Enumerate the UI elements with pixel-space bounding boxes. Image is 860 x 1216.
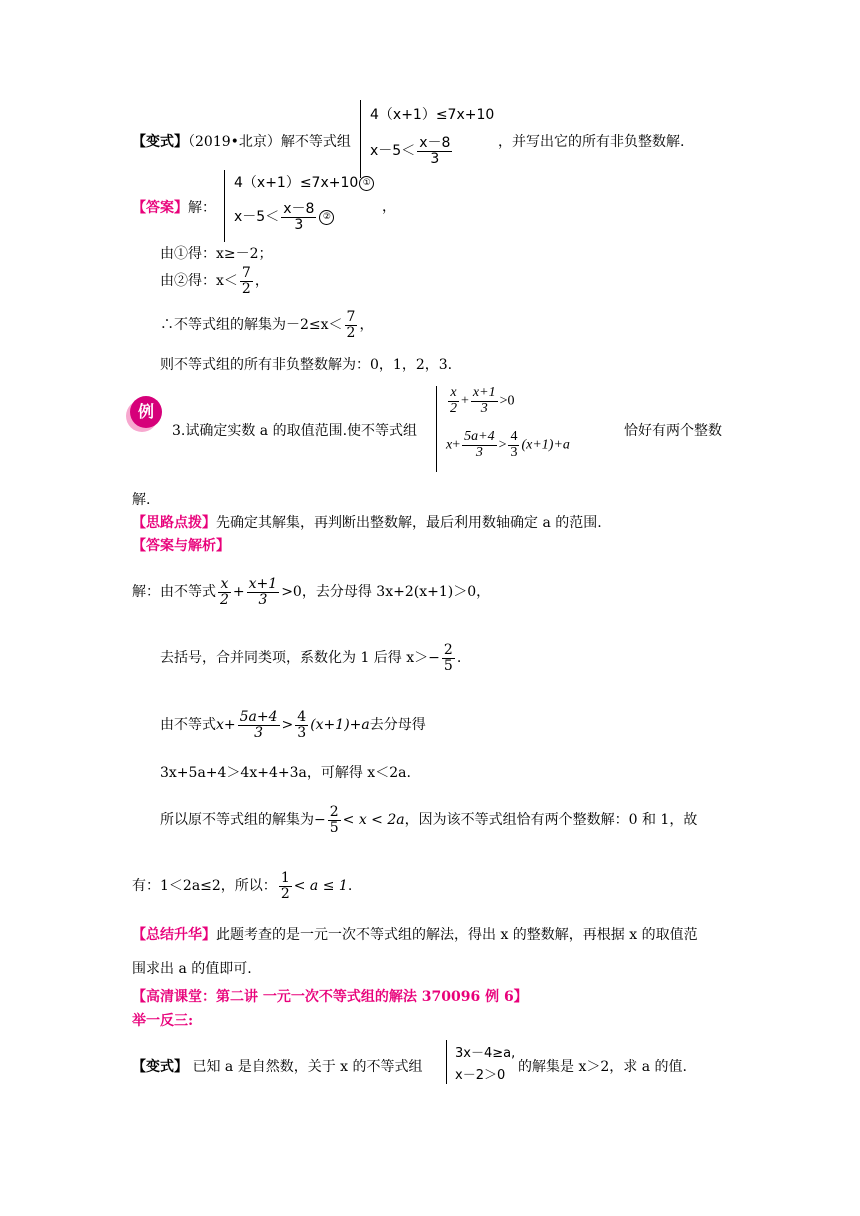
inequality-system-variant-2: [446, 1040, 526, 1086]
variant-tag: 【变式】: [132, 134, 188, 150]
system-row-2: x+ $\frac{5a+4}{3}$ > $\frac{4}{3}$ (x+1)+a: [446, 429, 570, 460]
solution-line-1: 解：由不等式 $\frac{x}{2}$ + $\frac{x+1}{3}$ >0，去分母得 3x+2(x+1)＞0，: [132, 576, 491, 608]
variant-2-tail: 的解集是 x＞2，求 a 的值.: [518, 1059, 687, 1075]
answer-line: 【答案】解：: [132, 200, 216, 216]
system-row-1: 4（x+1）≤7x+10 ①: [234, 172, 374, 192]
solution-line-4: 3x+5a+4＞4x+4+3a，可解得 x＜2a.: [160, 765, 411, 781]
system-row-1: 4（x+1）≤7x+10: [370, 107, 495, 123]
summary-line: 【总结升华】此题考查的是一元一次不等式组的解法，得出 x 的整数解，再根据 x 的取值范: [132, 927, 698, 943]
hint-line: 【思路点拨】先确定其解集，再判断出整数解，最后利用数轴确定 a 的范围.: [132, 515, 602, 531]
solution-line-5: 所以原不等式组的解集为− $\frac{2}{5}$ < x < 2a，因为该不等式组恰有两个整数解：0 和 1，故: [160, 804, 698, 836]
solution-line-6: 有：1＜2a≤2，所以： $\frac{1}{2}$ < a ≤ 1.: [132, 870, 353, 902]
answer-step-4: 则不等式组的所有非负整数解为：0，1，2，3.: [160, 357, 453, 373]
example-3-text: 3.试确定实数 a 的取值范围.使不等式组: [172, 423, 418, 439]
solution-line-2: 去括号，合并同类项，系数化为 1 后得 x＞− $\frac{2}{5}$ .: [160, 642, 462, 674]
answer-tag: 【答案】: [132, 200, 188, 216]
answer-step-1: 由①得：x≥－2；: [160, 246, 273, 262]
system-row-2: x－5＜ $\frac{x-8}{3}$: [370, 135, 451, 167]
solution-line-3: 由不等式x+ $\frac{5a+4}{3}$ > $\frac{4}{3}$ (x+1)+a去分母得: [160, 709, 426, 741]
system-row-1: $\frac{x}{2}$ + $\frac{x+1}{3}$ >0: [450, 385, 515, 416]
answer-step-3: ∴不等式组的解集为－2≤x＜ $\frac{7}{2}$ ，: [160, 309, 374, 341]
system-row-1: 3x－4≥a,: [455, 1046, 516, 1061]
inequality-system-example-3: [436, 386, 626, 474]
variant-1-text: （2019•北京）解不等式组: [188, 134, 351, 150]
system-row-2: x－5＜ $\frac{x-8}{3}$ ②: [234, 202, 334, 232]
practice-heading: 举一反三:: [132, 1013, 194, 1029]
summary-tag: 【总结升华】: [132, 927, 216, 943]
variant-tag: 【变式】: [132, 1059, 188, 1075]
variant-2-line: 【变式】 已知 a 是自然数，关于 x 的不等式组: [132, 1059, 423, 1075]
system-row-2: x－2＞0: [455, 1068, 506, 1083]
brace: [436, 386, 446, 472]
variant-1-line: [132, 131, 351, 151]
example-3-tail: 恰好有两个整数: [624, 423, 722, 439]
summary-line-2: 围求出 a 的值即可.: [132, 961, 252, 977]
answer-analysis-tag: 【答案与解析】: [132, 538, 230, 554]
answer-step-2: 由②得：x＜ $\frac{7}{2}$ ，: [160, 265, 269, 297]
inequality-system-1: [360, 100, 500, 180]
hint-tag: 【思路点拨】: [132, 515, 216, 531]
brace: [360, 100, 370, 178]
example-3-tail-2: 解.: [132, 492, 151, 508]
inequality-system-answer: [224, 170, 384, 244]
hd-class-heading: 【高清课堂：第二讲 一元一次不等式组的解法 370096 例 6】: [132, 989, 528, 1005]
example-badge: 例: [130, 396, 162, 428]
variant-1-tail: ，并写出它的所有非负整数解.: [498, 134, 685, 150]
brace: [224, 170, 234, 242]
